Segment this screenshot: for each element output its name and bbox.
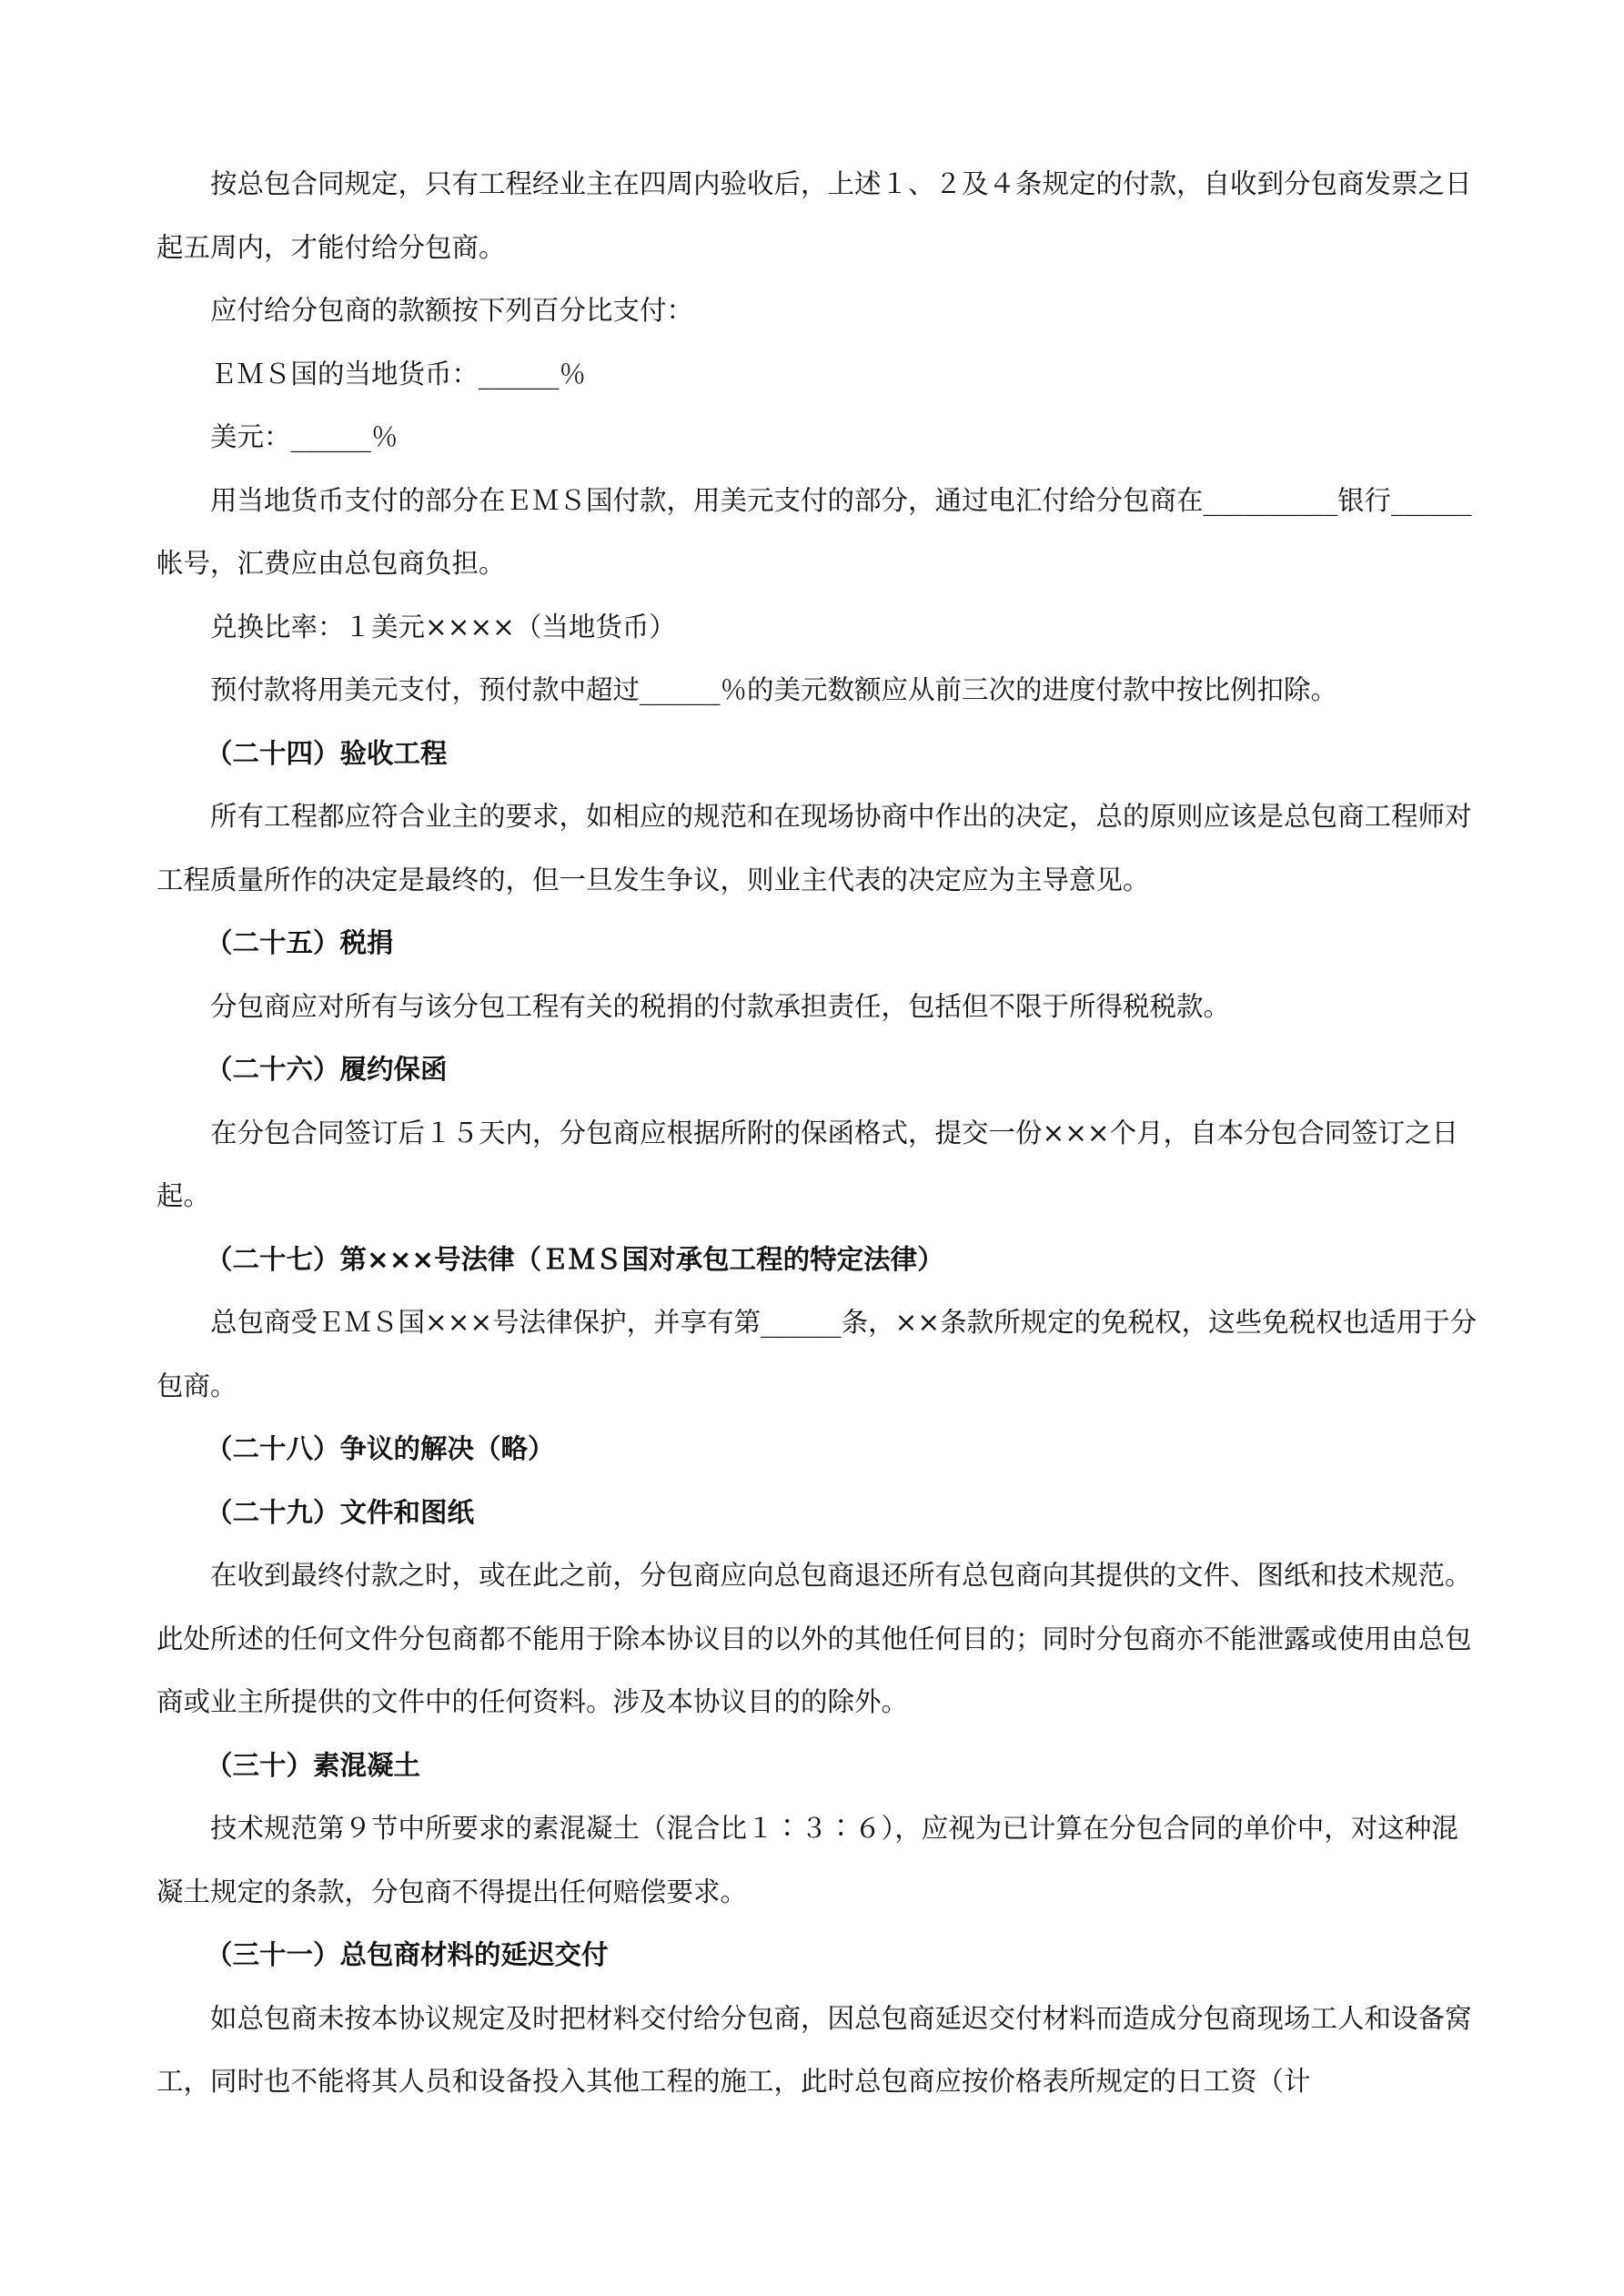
section-heading-30: （三十）素混凝土 [206,1749,421,1781]
paragraph-documents: 在收到最终付款之时，或在此之前，分包商应向总包商退还所有总包商向其提供的文件、图纸和技术规范。此处所述的任何文件分包商都不能用于除本协议目的以外的其他任何目的；同时分包商亦不能泄露或使用由总包商或业主所提供的文件中的任何资料。涉及本协议目的的除外。 [156,1560,1472,1717]
paragraph-law: 总包商受ＥＭＳ国×××号法律保护，并享有第______条，××条款所规定的免税权，这些免税权也适用于分包商。 [156,1307,1478,1401]
paragraph-exchange-rate: 兑换比率：１美元××××（当地货币） [210,611,676,642]
paragraph-performance-bond: 在分包合同签订后１５天内，分包商应根据所附的保函格式，提交一份×××个月，自本分包合同签订之日起。 [156,1117,1459,1211]
paragraph-material-delay: 如总包商未按本协议规定及时把材料交付给分包商，因总包商延迟交付材料而造成分包商现场工人和设备窝工，同时也不能将其人员和设备投入其他工程的施工，此时总包商应按价格表所规定的日工资（计 [156,2002,1472,2097]
paragraph-taxes: 分包商应对所有与该分包工程有关的税捐的付款承担责任，包括但不限于所得税税款。 [210,990,1231,1022]
paragraph-payment-method: 用当地货币支付的部分在ＥＭＳ国付款，用美元支付的部分，通过电汇付给分包商在__________银行______帐号，汇费应由总包商负担。 [156,484,1472,579]
paragraph-usd: 美元：______％ [210,421,398,452]
paragraph-advance-payment: 预付款将用美元支付，预付款中超过______％的美元数额应从前三次的进度付款中按比例扣除。 [210,674,1338,705]
document-page [156,153,1485,2114]
paragraph-payment-timing: 按总包合同规定，只有工程经业主在四周内验收后，上述１、２及４条规定的付款，自收到分包商发票之日起五周内，才能付给分包商。 [156,168,1472,263]
section-heading-26: （二十六）履约保函 [206,1054,448,1085]
section-heading-24: （二十四）验收工程 [206,737,448,769]
section-heading-31: （三十一）总包商材料的延迟交付 [206,1939,609,1970]
section-heading-25: （二十五）税捐 [206,927,394,958]
paragraph-acceptance: 所有工程都应符合业主的要求，如相应的规范和在现场协商中作出的决定，总的原则应该是总包商工程师对工程质量所作的决定是最终的，但一旦发生争议，则业主代表的决定应为主导意见。 [156,801,1472,895]
paragraph-payment-percentages: 应付给分包商的款额按下列百分比支付： [210,295,694,326]
section-heading-27: （二十七）第×××号法律（ＥＭＳ国对承包工程的特定法律） [206,1243,944,1275]
paragraph-plain-concrete: 技术规范第９节中所要求的素混凝土（混合比１∶３∶６），应视为已计算在分包合同的单价中，对这种混凝土规定的条款，分包商不得提出任何赔偿要求。 [156,1813,1458,1907]
section-heading-29: （二十九）文件和图纸 [206,1496,475,1528]
paragraph-local-currency: ＥＭＳ国的当地货币：______％ [210,358,587,389]
section-heading-28: （二十八）争议的解决（略） [206,1433,555,1464]
